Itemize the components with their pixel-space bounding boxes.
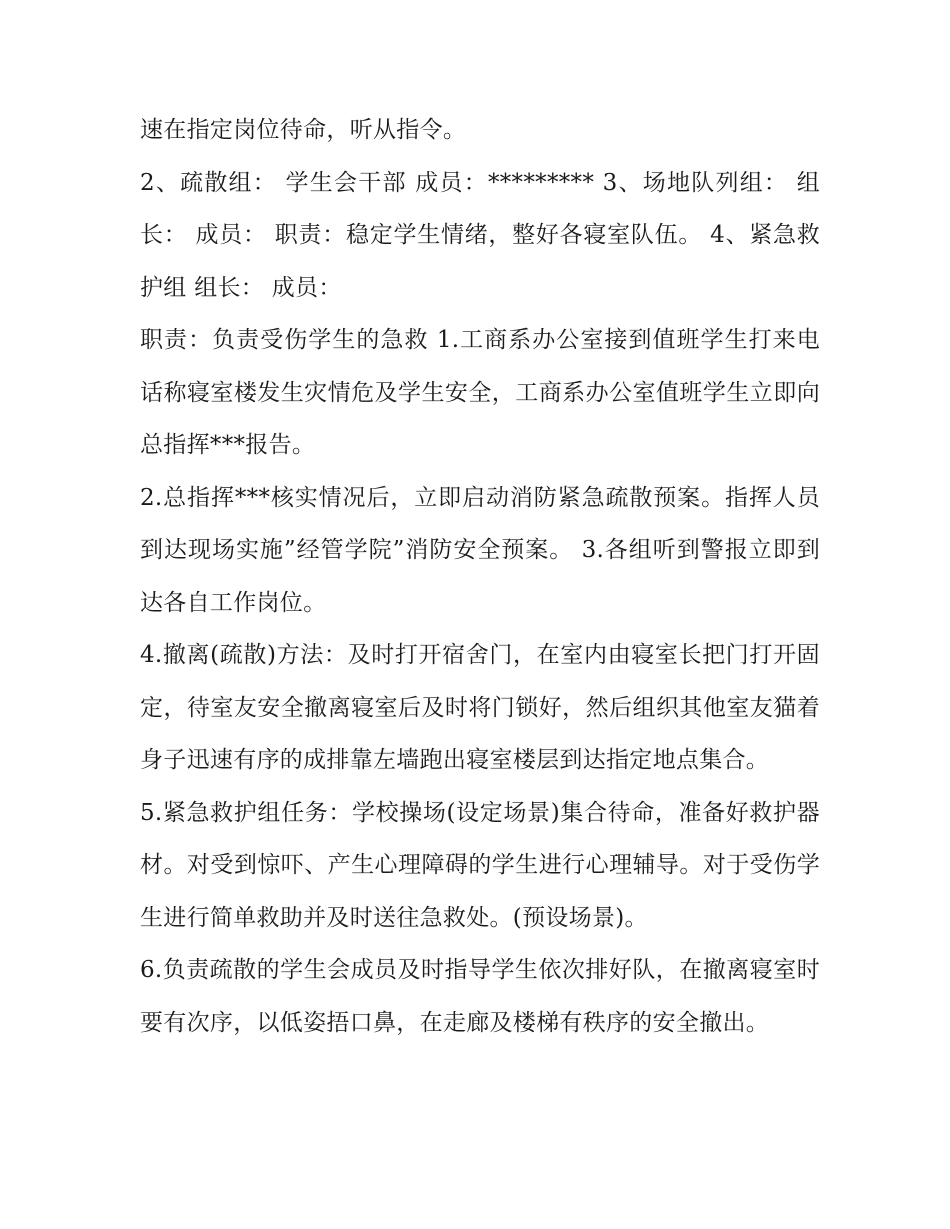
paragraph-rescue-task: 5.紧急救护组任务：学校操场(设定场景)集合待命，准备好救护器材。对受到惊吓、产生心理障碍的学生进行心理辅导。对于受伤学生进行简单救助并及时送往急救处。(预设场景)。: [140, 799, 820, 931]
paragraph-evacuation-group: 2、疏散组： 学生会干部 成员：********* 3、场地队列组： 组长： 成员： 职责：稳定学生情绪，整好各寝室队伍。 4、紧急救护组 组长： 成员：: [140, 169, 820, 301]
paragraph-duty-first-aid: 职责：负责受伤学生的急救 1.工商系办公室接到值班学生打来电话称寝室楼发生灾情危及学生安全，工商系办公室值班学生立即向总指挥***报告。: [140, 327, 820, 458]
paragraph-commander: 2.总指挥***核实情况后，立即启动消防紧急疏散预案。指挥人员到达现场实施”经管学院”消防安全预案。 3.各组听到警报立即到达各自工作岗位。: [140, 484, 820, 616]
paragraph-continuation: 速在指定岗位待命，听从指令。: [140, 117, 467, 143]
paragraph-student-union: 6.负责疏散的学生会成员及时指导学生依次排好队，在撤离寝室时要有次序，以低姿捂口鼻，在走廊及楼梯有秩序的安全撤出。: [140, 957, 820, 1036]
document-body: [140, 104, 820, 1049]
paragraph-evacuation-method: 4.撤离(疏散)方法：及时打开宿舍门，在室内由寝室长把门打开固定，待室友安全撤离寝室后及时将门锁好，然后组织其他室友猫着身子迅速有序的成排靠左墙跑出寝室楼层到达指定地点集合。: [140, 642, 820, 773]
